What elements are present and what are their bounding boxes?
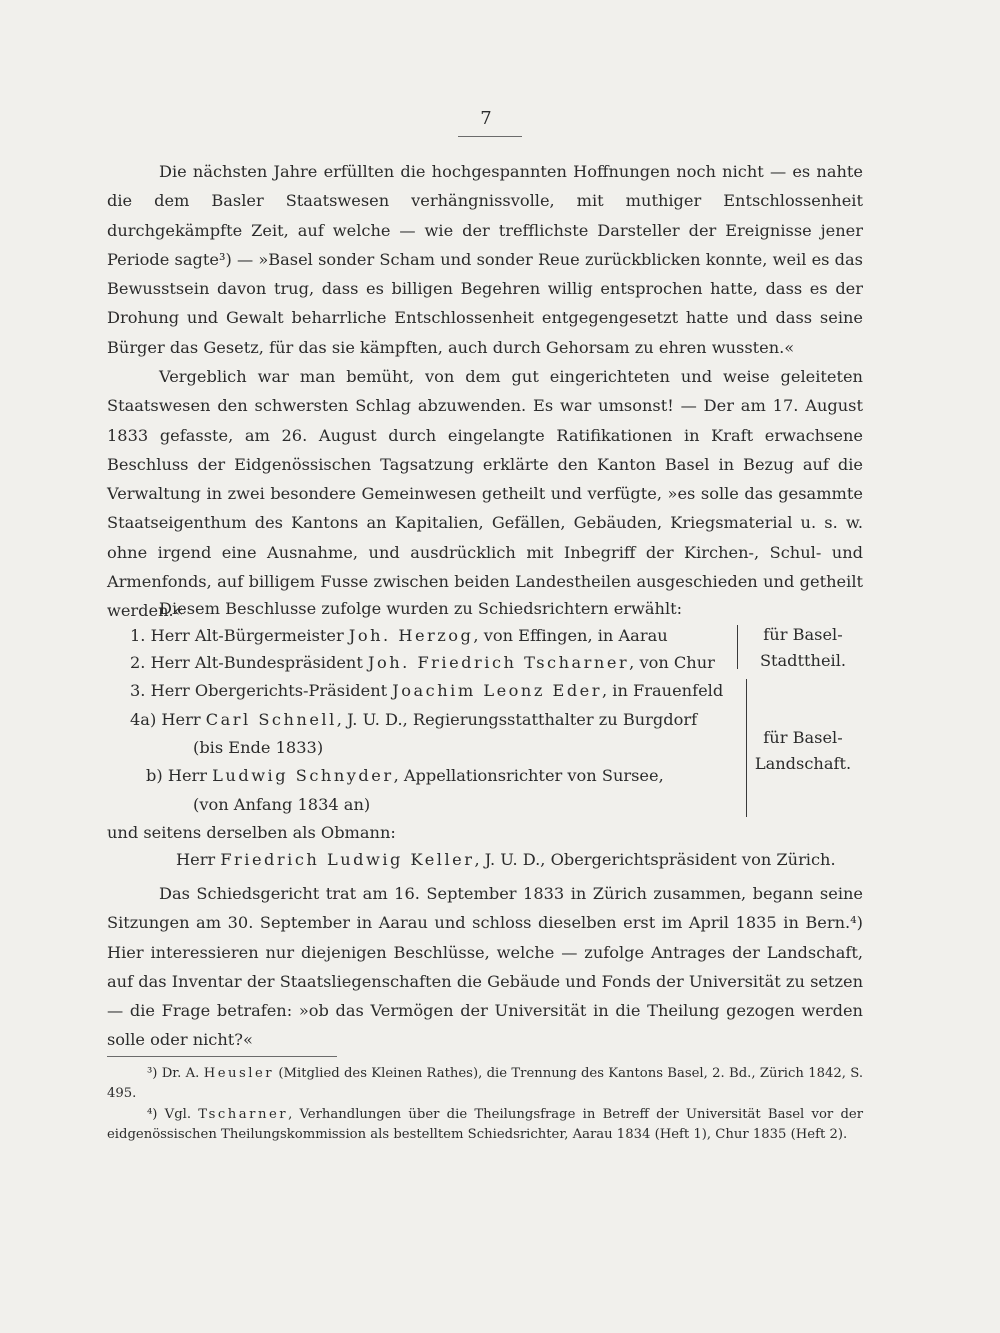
- arbiter-4a-note: (bis Ende 1833): [193, 738, 324, 757]
- page-number-rule: [458, 136, 522, 137]
- obmann-name: Friedrich Ludwig Keller: [220, 850, 475, 869]
- footnote-4-mark: ⁴) Vgl.: [147, 1107, 199, 1122]
- label-stadttheil: für Basel- Stadttheil.: [759, 625, 847, 670]
- arbiter-4b-suffix: , Appellationsrichter von Sursee,: [393, 766, 664, 785]
- arbiter-1-prefix: 1. Herr Alt-Bürgermeister: [130, 626, 349, 645]
- obmann-line: [176, 845, 836, 874]
- arbiter-3-prefix: 3. Herr Obergerichts-Präsident: [130, 681, 393, 700]
- bracket-landschaft: [742, 679, 747, 817]
- arbiter-1: [130, 621, 668, 650]
- footnote-rule: [107, 1056, 337, 1057]
- arbiter-2-suffix: , von Chur: [629, 653, 715, 672]
- arbiter-4b-name: Ludwig Schnyder: [212, 766, 394, 785]
- footnote-3-mark: ³) Dr. A.: [147, 1066, 204, 1081]
- arbiter-3-suffix: , in Frauenfeld: [602, 681, 724, 700]
- paragraph-3: Das Schiedsgericht trat am 16. September 1833 in Zürich zusammen, begann seine Sitzungen am 30. September in Aarau und schloss dieselben erst im April 1835 in Bern.⁴) Hier interessieren nur diejenigen Beschlüsse, welche — zufolge Antrages der Landschaft, auf das Inventar der Staatsliegenschaften die Gebäude und Fonds der Universität zu setzen — die Frage betrafen: »ob das Vermögen der Universität in die Theilung gezogen werden solle oder nicht?«: [107, 884, 863, 1050]
- footnote-3-text: (Mitglied des Kleinen Rathes), die Trennung des Kantons Basel, 2. Bd., Zürich 1842, S. 495.: [107, 1066, 864, 1101]
- footnote-4-text: , Verhandlungen über die Theilungsfrage in Betreff der Universität Basel vor der eidgenössischen Theilungskommission als bestelltem Schiedsrichter, Aarau 1834 (Heft 1), Chur 1835 (Heft 2).: [107, 1107, 863, 1142]
- footnote-4: [107, 1105, 863, 1145]
- arbiter-4b-prefix: b) Herr: [146, 766, 213, 785]
- arbiter-list-intro: Diesem Beschlusse zufolge wurden zu Schiedsrichtern erwählt:: [159, 599, 683, 618]
- arbiter-2-name: Joh. Friedrich Tscharner: [368, 653, 630, 672]
- arbiter-4a-suffix: , J. U. D., Regierungsstatthalter zu Burgdorf: [336, 710, 698, 729]
- arbiter-2-prefix: 2. Herr Alt-Bundespräsident: [130, 653, 368, 672]
- paragraph-2: Vergeblich war man bemüht, von dem gut eingerichteten und weise geleiteten Staatswesen den schwersten Schlag abzuwenden. Es war umsonst! — Der am 17. August 1833 gefasste, am 26. August durch eingelangte Ratifikationen in Kraft erwachsene Beschluss der Eidgenössischen Tagsatzung erklärte den Kanton Basel in Bezug auf die Verwaltung in zwei besondere Gemeinwesen getheilt und verfügte, »es solle das gesammte Staatseigenthum des Kantons an Kapitalien, Gefällen, Gebäuden, Kriegsmaterial u. s. w. ohne irgend eine Ausnahme, und ausdrücklich mit Inbegriff der Kirchen-, Schul- und Armenfonds, auf billigem Fusse zwischen beiden Landestheilen ausgeschieden und getheilt werden.«: [107, 367, 863, 621]
- arbiter-1-suffix: , von Effingen, in Aarau: [473, 626, 668, 645]
- arbiter-4a-prefix: 4a) Herr: [130, 710, 206, 729]
- arbiter-4b: [146, 761, 664, 790]
- bracket-stadttheil: [733, 625, 738, 669]
- obmann-suffix: , J. U. D., Obergerichtspräsident von Zürich.: [474, 850, 836, 869]
- arbiter-3-name: Joachim Leonz Eder: [392, 681, 603, 700]
- paragraph-1: Die nächsten Jahre erfüllten die hochgespannten Hoffnungen noch nicht — es nahte die dem Basler Staatswesen verhängnissvolle, mit muthiger Entschlossenheit durchgekämpfte Zeit, auf welche — wie der trefflichste Darsteller der Ereignisse jener Periode sagte³) — »Basel sonder Scham und sonder Reue zurückblicken konnte, weil es das Bewusstsein davon trug, dass es billigen Begehren willig entsprochen hatte, dass es der Drohung und Gewalt beharrliche Entschlossenheit entgegengesetzt hatte und dass seine Bürger das Gesetz, für das sie kämpften, auch durch Gehorsam zu ehren wussten.«: [107, 162, 863, 357]
- arbiter-2: [130, 648, 715, 677]
- label-landschaft: für Basel- Landschaft.: [754, 728, 852, 773]
- page-number: 7: [480, 108, 492, 129]
- arbiter-4b-note: (von Anfang 1834 an): [193, 795, 371, 814]
- arbiter-4a-name: Carl Schnell: [205, 710, 337, 729]
- footnote-3-author: Heusler: [203, 1066, 275, 1081]
- footnote-3: [107, 1064, 863, 1104]
- arbiter-3: [130, 676, 723, 705]
- footnote-4-author: Tscharner: [198, 1107, 289, 1122]
- obmann-prefix: Herr: [176, 850, 221, 869]
- arbiter-1-name: Joh. Herzog: [348, 626, 474, 645]
- arbiter-4a: [130, 705, 697, 734]
- obmann-intro: und seitens derselben als Obmann:: [107, 823, 396, 842]
